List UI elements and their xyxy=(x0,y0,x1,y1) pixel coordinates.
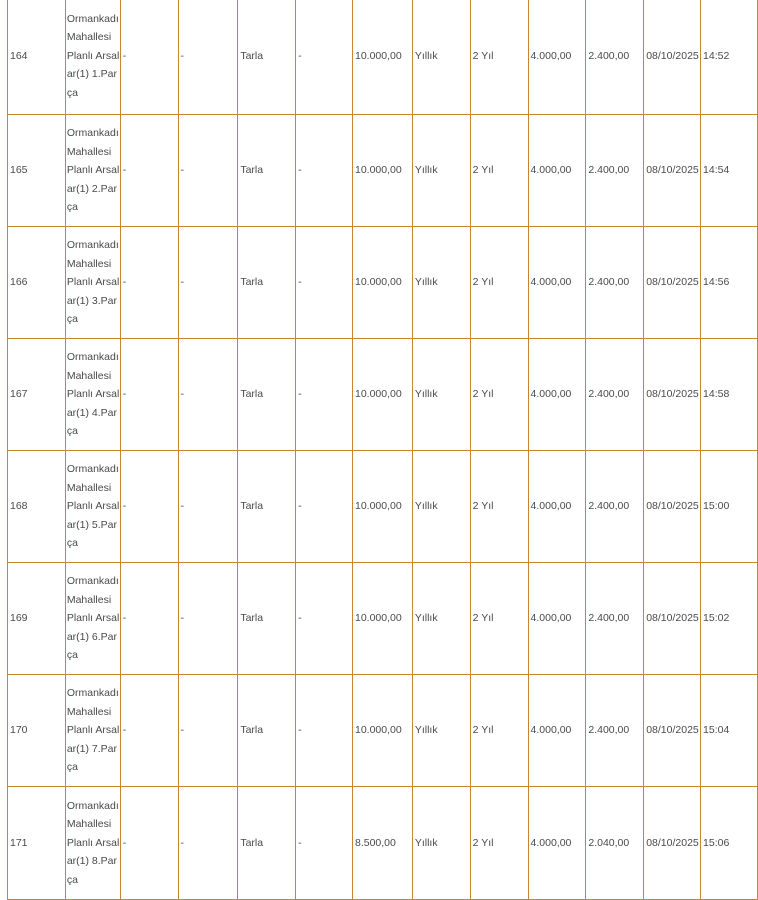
estimated-price-cell: 4.000,00 xyxy=(528,675,586,787)
property-type-cell: Tarla xyxy=(238,339,296,451)
duration-cell: 2 Yıl xyxy=(470,451,528,563)
row-number-cell: 167 xyxy=(8,339,66,451)
location-cell: Ormankadı Mahallesi Planlı Arsalar(1) 1.Parça xyxy=(65,0,120,115)
blank-a-cell: - xyxy=(120,0,178,115)
tender-time-cell: 15:06 xyxy=(701,787,758,900)
blank-c-cell: - xyxy=(296,0,353,115)
blank-c-cell: - xyxy=(296,451,353,563)
blank-c-cell: - xyxy=(296,563,353,675)
deposit-cell: 2.400,00 xyxy=(586,451,644,563)
area-cell: 10.000,00 xyxy=(352,115,412,227)
blank-a-cell: - xyxy=(120,787,178,900)
area-cell: 10.000,00 xyxy=(352,339,412,451)
location-cell: Ormankadı Mahallesi Planlı Arsalar(1) 8.Parça xyxy=(65,787,120,900)
estimated-price-cell: 4.000,00 xyxy=(528,451,586,563)
table-row xyxy=(8,563,758,675)
rent-period-cell: Yıllık xyxy=(412,339,470,451)
area-cell: 8.500,00 xyxy=(352,787,412,900)
area-cell: 10.000,00 xyxy=(352,227,412,339)
table-row xyxy=(8,0,758,115)
row-number-cell: 169 xyxy=(8,563,66,675)
tender-date-cell: 08/10/2025 xyxy=(644,115,701,227)
duration-cell: 2 Yıl xyxy=(470,0,528,115)
duration-cell: 2 Yıl xyxy=(470,787,528,900)
table-row xyxy=(8,227,758,339)
blank-a-cell: - xyxy=(120,115,178,227)
tender-date-cell: 08/10/2025 xyxy=(644,787,701,900)
blank-b-cell: - xyxy=(178,115,238,227)
tender-time-cell: 14:52 xyxy=(701,0,758,115)
deposit-cell: 2.400,00 xyxy=(586,563,644,675)
property-type-cell: Tarla xyxy=(238,787,296,900)
rent-period-cell: Yıllık xyxy=(412,451,470,563)
blank-b-cell: - xyxy=(178,675,238,787)
tender-date-cell: 08/10/2025 xyxy=(644,0,701,115)
blank-b-cell: - xyxy=(178,451,238,563)
table-row xyxy=(8,339,758,451)
property-type-cell: Tarla xyxy=(238,451,296,563)
blank-b-cell: - xyxy=(178,787,238,900)
area-cell: 10.000,00 xyxy=(352,0,412,115)
table-row xyxy=(8,787,758,900)
rent-period-cell: Yıllık xyxy=(412,227,470,339)
table-row xyxy=(8,675,758,787)
deposit-cell: 2.400,00 xyxy=(586,0,644,115)
blank-b-cell: - xyxy=(178,563,238,675)
duration-cell: 2 Yıl xyxy=(470,227,528,339)
location-cell: Ormankadı Mahallesi Planlı Arsalar(1) 3.Parça xyxy=(65,227,120,339)
tender-date-cell: 08/10/2025 xyxy=(644,339,701,451)
blank-c-cell: - xyxy=(296,675,353,787)
blank-c-cell: - xyxy=(296,787,353,900)
table-row xyxy=(8,451,758,563)
tender-time-cell: 15:02 xyxy=(701,563,758,675)
rent-period-cell: Yıllık xyxy=(412,787,470,900)
tender-date-cell: 08/10/2025 xyxy=(644,563,701,675)
estimated-price-cell: 4.000,00 xyxy=(528,787,586,900)
estimated-price-cell: 4.000,00 xyxy=(528,339,586,451)
estimated-price-cell: 4.000,00 xyxy=(528,563,586,675)
tender-time-cell: 15:00 xyxy=(701,451,758,563)
duration-cell: 2 Yıl xyxy=(470,115,528,227)
duration-cell: 2 Yıl xyxy=(470,675,528,787)
location-cell: Ormankadı Mahallesi Planlı Arsalar(1) 4.Parça xyxy=(65,339,120,451)
duration-cell: 2 Yıl xyxy=(470,339,528,451)
deposit-cell: 2.400,00 xyxy=(586,339,644,451)
table-row xyxy=(8,115,758,227)
row-number-cell: 171 xyxy=(8,787,66,900)
rent-period-cell: Yıllık xyxy=(412,115,470,227)
rent-period-cell: Yıllık xyxy=(412,675,470,787)
tender-time-cell: 14:54 xyxy=(701,115,758,227)
property-type-cell: Tarla xyxy=(238,675,296,787)
estimated-price-cell: 4.000,00 xyxy=(528,115,586,227)
blank-a-cell: - xyxy=(120,451,178,563)
location-cell: Ormankadı Mahallesi Planlı Arsalar(1) 5.Parça xyxy=(65,451,120,563)
blank-b-cell: - xyxy=(178,339,238,451)
blank-c-cell: - xyxy=(296,227,353,339)
property-type-cell: Tarla xyxy=(238,115,296,227)
estimated-price-cell: 4.000,00 xyxy=(528,0,586,115)
tender-time-cell: 14:58 xyxy=(701,339,758,451)
location-cell: Ormankadı Mahallesi Planlı Arsalar(1) 7.Parça xyxy=(65,675,120,787)
tender-time-cell: 14:56 xyxy=(701,227,758,339)
row-number-cell: 164 xyxy=(8,0,66,115)
rent-period-cell: Yıllık xyxy=(412,563,470,675)
row-number-cell: 170 xyxy=(8,675,66,787)
area-cell: 10.000,00 xyxy=(352,451,412,563)
blank-c-cell: - xyxy=(296,115,353,227)
deposit-cell: 2.400,00 xyxy=(586,115,644,227)
property-type-cell: Tarla xyxy=(238,227,296,339)
blank-a-cell: - xyxy=(120,227,178,339)
deposit-cell: 2.400,00 xyxy=(586,227,644,339)
location-cell: Ormankadı Mahallesi Planlı Arsalar(1) 2.Parça xyxy=(65,115,120,227)
location-cell: Ormankadı Mahallesi Planlı Arsalar(1) 6.Parça xyxy=(65,563,120,675)
tender-date-cell: 08/10/2025 xyxy=(644,451,701,563)
property-type-cell: Tarla xyxy=(238,0,296,115)
blank-b-cell: - xyxy=(178,227,238,339)
estimated-price-cell: 4.000,00 xyxy=(528,227,586,339)
blank-a-cell: - xyxy=(120,675,178,787)
row-number-cell: 168 xyxy=(8,451,66,563)
blank-c-cell: - xyxy=(296,339,353,451)
deposit-cell: 2.040,00 xyxy=(586,787,644,900)
rent-period-cell: Yıllık xyxy=(412,0,470,115)
table-body xyxy=(8,0,758,900)
tender-date-cell: 08/10/2025 xyxy=(644,675,701,787)
row-number-cell: 166 xyxy=(8,227,66,339)
area-cell: 10.000,00 xyxy=(352,563,412,675)
deposit-cell: 2.400,00 xyxy=(586,675,644,787)
row-number-cell: 165 xyxy=(8,115,66,227)
area-cell: 10.000,00 xyxy=(352,675,412,787)
duration-cell: 2 Yıl xyxy=(470,563,528,675)
blank-b-cell: - xyxy=(178,0,238,115)
tender-time-cell: 15:04 xyxy=(701,675,758,787)
tender-date-cell: 08/10/2025 xyxy=(644,227,701,339)
property-type-cell: Tarla xyxy=(238,563,296,675)
auction-table xyxy=(7,0,758,900)
blank-a-cell: - xyxy=(120,339,178,451)
blank-a-cell: - xyxy=(120,563,178,675)
